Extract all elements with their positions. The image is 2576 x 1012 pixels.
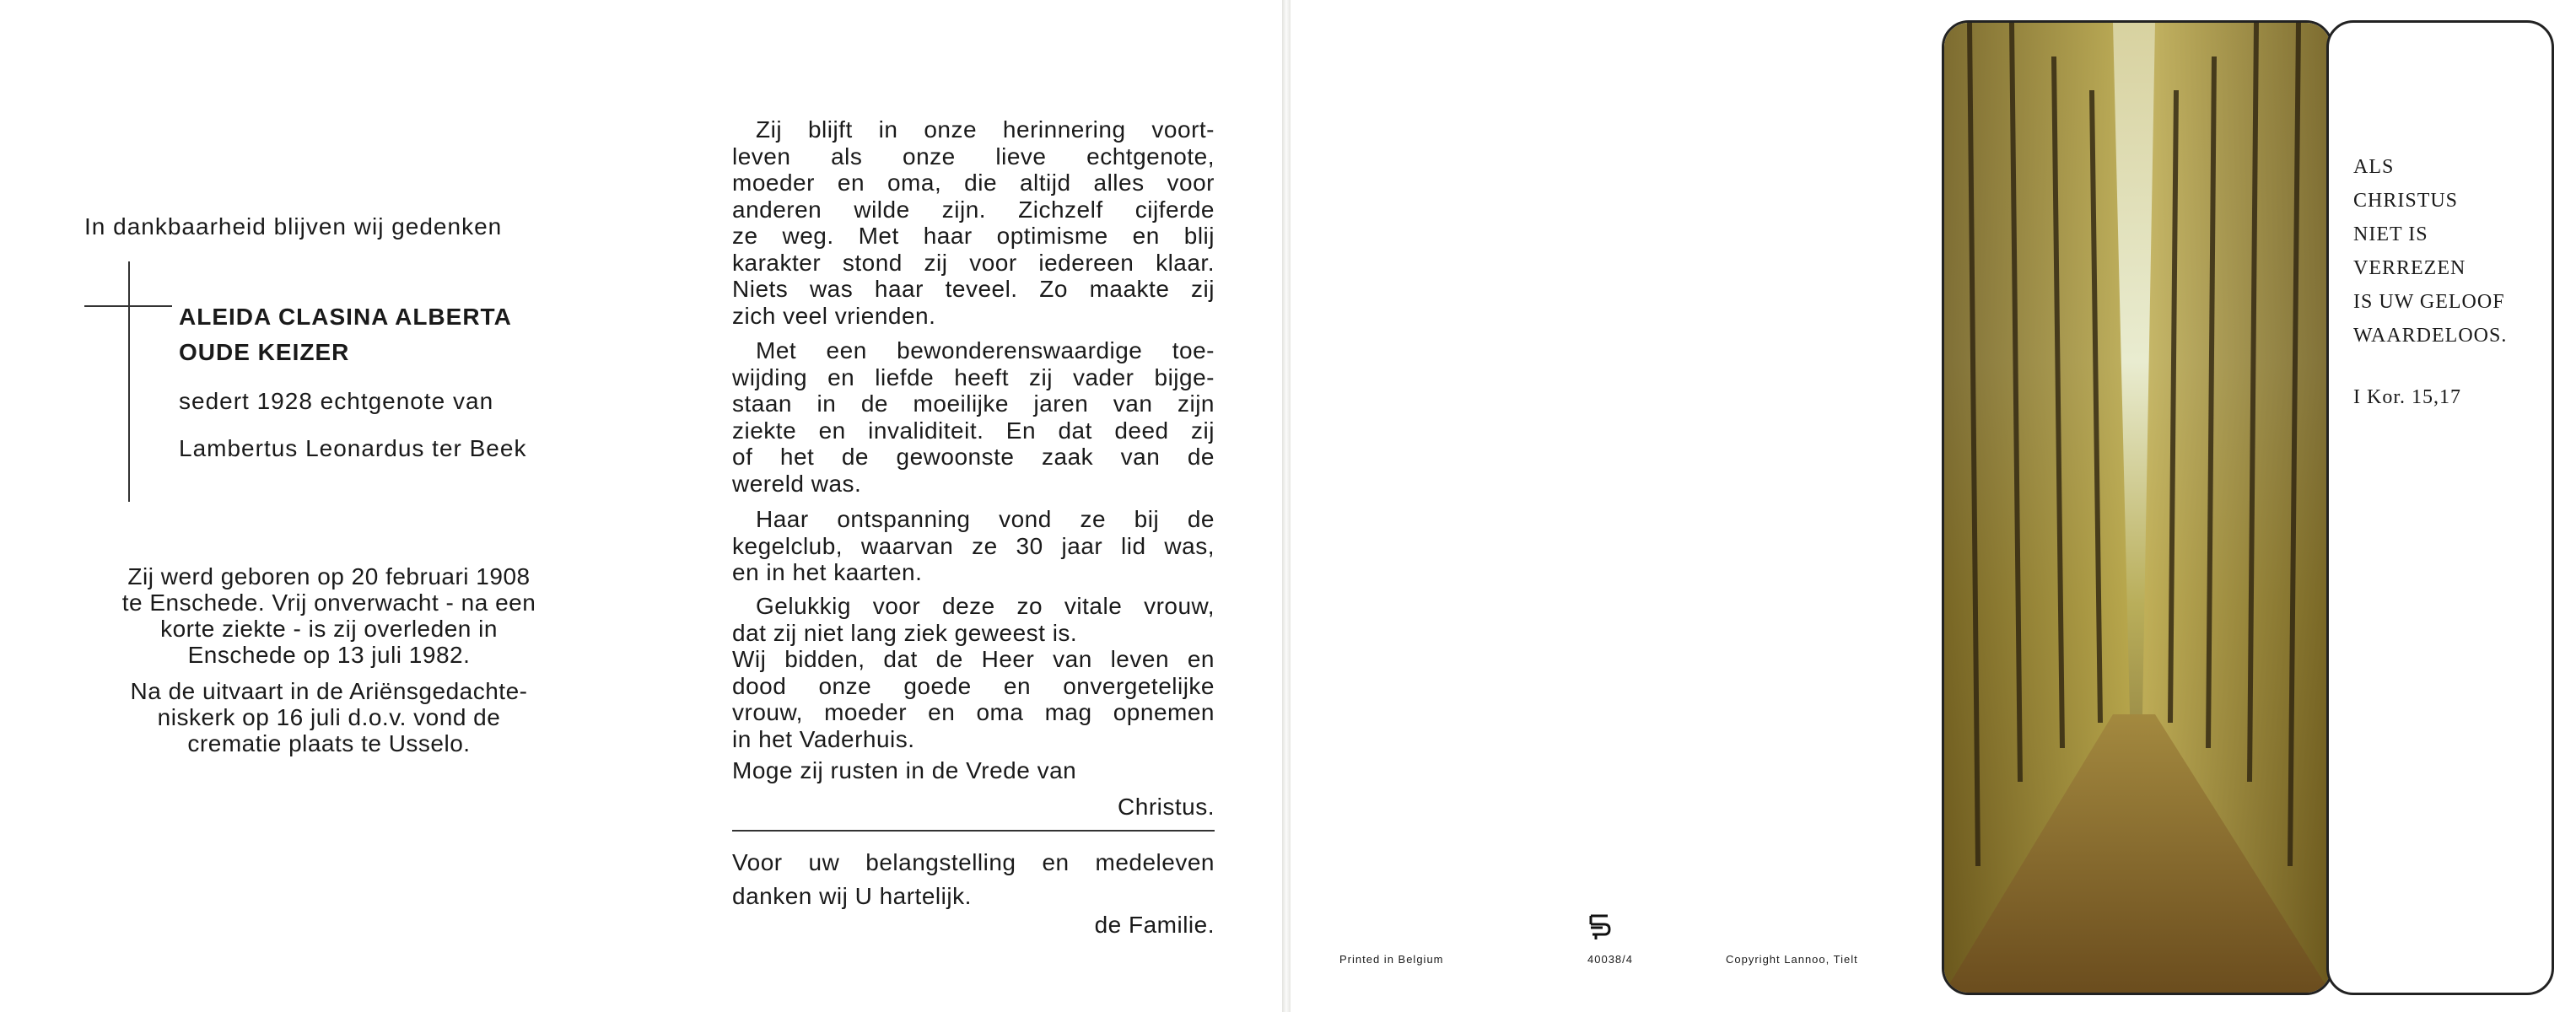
verse-reference: I Kor. 15,17 xyxy=(2353,386,2461,408)
text-line: karakter stond zij voor iedereen klaar. xyxy=(732,249,1215,276)
bio-line: niskerk op 16 juli d.o.v. vond de xyxy=(157,704,501,730)
text-line: leven als onze lieve echtgenote, xyxy=(732,143,1215,170)
text-line: Haar ontspanning vond ze bij de xyxy=(756,506,1215,532)
text-line: Met een bewonderenswaardige toe- xyxy=(756,337,1215,363)
bio-line: Zij werd geboren op 20 februari 1908 xyxy=(127,563,531,589)
deceased-name xyxy=(179,299,512,370)
text-line: Christus. xyxy=(1118,794,1215,820)
bio-line: korte ziekte - is zij overleden in xyxy=(160,616,498,642)
text-line: of het de gewoonste zaak van de xyxy=(732,444,1215,470)
text-line: vrouw, moeder en oma mag opnemen xyxy=(732,699,1215,725)
separator-rule xyxy=(732,830,1215,832)
name-line-2: OUDE KEIZER xyxy=(179,339,350,365)
bio-line: Na de uitvaart in de Ariënsgedachte- xyxy=(130,678,528,704)
text-line: zich veel vrienden. xyxy=(732,302,936,329)
memory-paragraph-1 xyxy=(732,116,1215,329)
text-line: danken wij U hartelijk. xyxy=(732,883,972,909)
memory-paragraph-4 xyxy=(732,593,1215,752)
text-line: ziekte en invaliditeit. En dat deed zij xyxy=(732,417,1215,444)
copyright-label: Copyright Lannoo, Tielt xyxy=(1726,953,1858,966)
verse-line: IS UW GELOOF xyxy=(2353,291,2505,313)
bio-line: te Enschede. Vrij onverwacht - na een xyxy=(121,589,536,616)
family-signature: de Familie. xyxy=(1094,912,1215,938)
text-line: ze weg. Met haar optimisme en blij xyxy=(732,223,1215,249)
bible-verse xyxy=(2353,150,2507,353)
verse-line: WAARDELOOS. xyxy=(2353,325,2508,347)
text-line: Zij blijft in onze herinnering voort- xyxy=(756,116,1215,143)
text-line: dood onze goede en onvergetelijke xyxy=(732,672,1215,699)
text-line: Moge zij rusten in de Vrede van xyxy=(732,757,1077,783)
cross-vertical-bar xyxy=(128,261,130,502)
text-line: Wij bidden, dat de Heer van leven en xyxy=(732,646,1215,672)
print-code: 40038/4 xyxy=(1587,953,1633,966)
bio-line: crematie plaats te Usselo. xyxy=(187,730,471,756)
verse-line: VERREZEN xyxy=(2353,257,2466,279)
bio-paragraph-funeral xyxy=(80,678,578,756)
bio-paragraph-birth-death xyxy=(80,563,578,668)
memory-paragraph-2 xyxy=(732,337,1215,497)
name-line-1: ALEIDA CLASINA ALBERTA xyxy=(179,304,512,330)
text-line: moeder en oma, die altijd alles voor xyxy=(732,170,1215,196)
prayer-line-end xyxy=(732,794,1215,821)
text-line: wereld was. xyxy=(732,470,862,497)
verse-line: NIET IS xyxy=(2353,223,2428,245)
husband-name: Lambertus Leonardus ter Beek xyxy=(179,435,527,461)
verse-line: ALS xyxy=(2353,156,2395,178)
text-line: kegelclub, waarvan ze 30 jaar lid was, xyxy=(732,532,1215,559)
memory-paragraph-3 xyxy=(732,506,1215,586)
text-line: anderen wilde zijn. Zichzelf cijferde xyxy=(732,196,1215,223)
text-line: in het Vaderhuis. xyxy=(732,725,915,752)
text-line: en in het kaarten. xyxy=(732,559,923,585)
dedication-line: In dankbaarheid blijven wij gedenken xyxy=(84,213,503,240)
lannoo-publisher-logo-icon xyxy=(1587,912,1613,941)
autumn-forest-path-photo xyxy=(1942,20,2333,995)
married-line: sedert 1928 echtgenote van xyxy=(179,388,494,414)
verse-line: CHRISTUS xyxy=(2353,190,2459,212)
cross-horizontal-bar xyxy=(84,305,172,307)
text-line: wijding en liefde heeft zij vader bijge- xyxy=(732,363,1215,390)
text-line: Voor uw belangstelling en medeleven xyxy=(732,849,1215,875)
text-line: staan in de moeilijke jaren van zijn xyxy=(732,390,1215,417)
text-line: dat zij niet lang ziek geweest is. xyxy=(732,619,1078,646)
bio-line: Enschede op 13 juli 1982. xyxy=(187,642,471,668)
text-line: Niets was haar teveel. Zo maakte zij xyxy=(732,276,1215,302)
thanks-paragraph xyxy=(732,846,1215,913)
text-line: Gelukkig voor deze zo vitale vrouw, xyxy=(756,593,1215,619)
center-fold xyxy=(1282,0,1291,1012)
printed-in-label: Printed in Belgium xyxy=(1339,953,1444,966)
prayer-line xyxy=(732,757,1215,784)
